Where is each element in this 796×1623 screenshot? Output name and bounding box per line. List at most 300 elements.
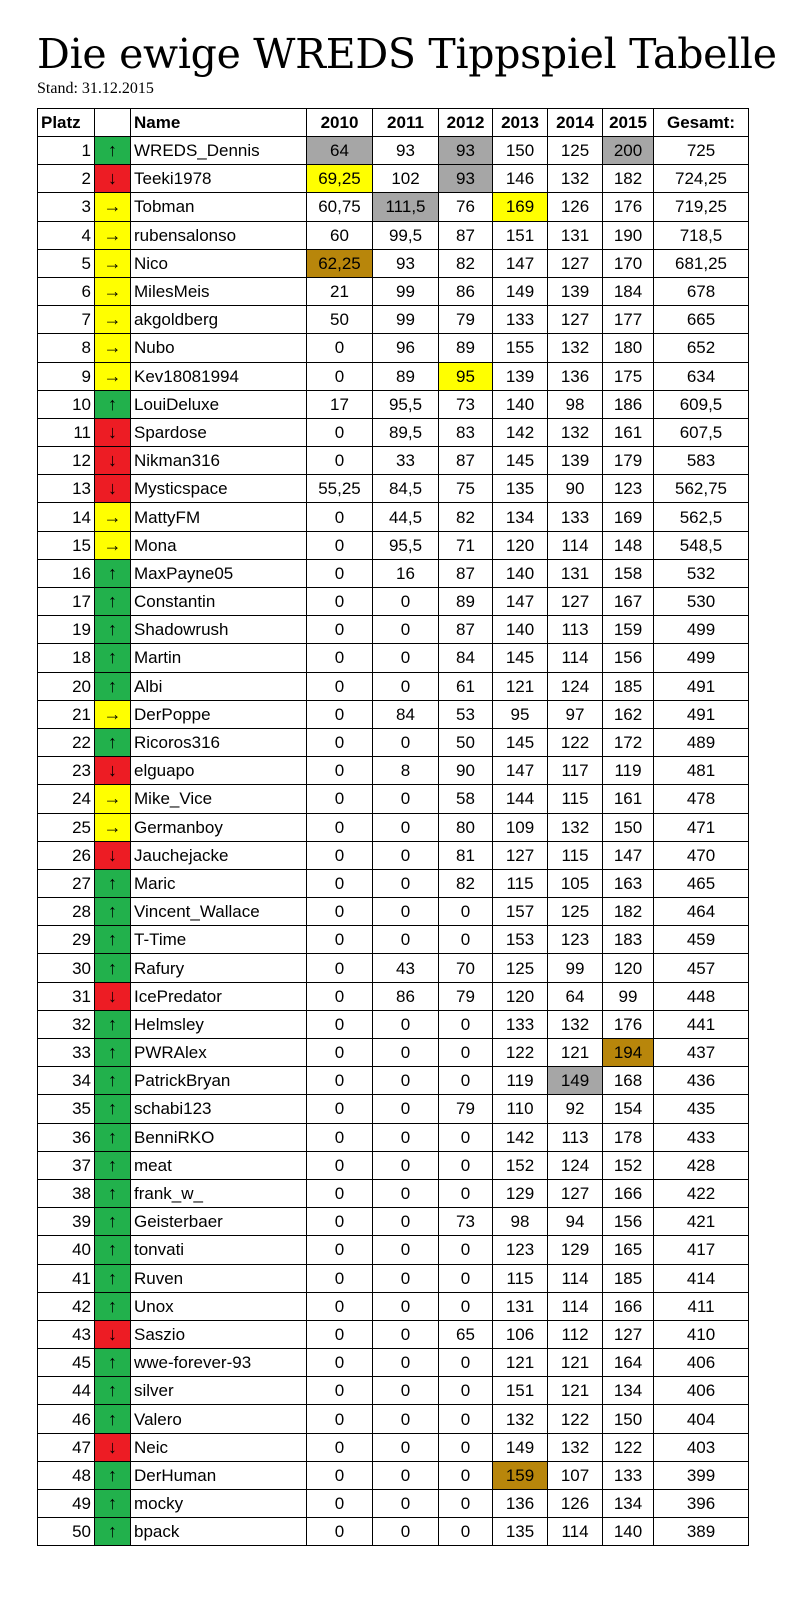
table-row — [38, 1123, 749, 1151]
trend-cell — [95, 1208, 131, 1236]
score-2013: 145 — [493, 644, 548, 672]
score-2012: 75 — [439, 475, 493, 503]
trend-cell — [95, 1151, 131, 1179]
score-2011: 0 — [373, 1518, 439, 1546]
trend-cell — [95, 137, 131, 165]
total-score: 410 — [654, 1320, 749, 1348]
score-2011: 0 — [373, 1151, 439, 1179]
score-2014: 121 — [548, 1377, 603, 1405]
table-row — [38, 1208, 749, 1236]
score-2013: 133 — [493, 306, 548, 334]
rank-cell: 12 — [38, 447, 95, 475]
score-2011: 0 — [373, 926, 439, 954]
player-name: Shadowrush — [131, 616, 307, 644]
rank-cell: 22 — [38, 728, 95, 756]
table-row — [38, 221, 749, 249]
player-name: wwe-forever-93 — [131, 1349, 307, 1377]
trend-cell — [95, 559, 131, 587]
score-2011: 0 — [373, 1461, 439, 1489]
score-2014: 92 — [548, 1095, 603, 1123]
table-row — [38, 503, 749, 531]
score-2010: 60,75 — [307, 193, 373, 221]
total-score: 406 — [654, 1349, 749, 1377]
score-2014: 127 — [548, 1179, 603, 1207]
score-2011: 0 — [373, 1405, 439, 1433]
score-2010: 0 — [307, 1292, 373, 1320]
total-score: 459 — [654, 926, 749, 954]
score-2014: 124 — [548, 672, 603, 700]
player-name: schabi123 — [131, 1095, 307, 1123]
score-2013: 144 — [493, 785, 548, 813]
table-row — [38, 1067, 749, 1095]
total-score: 411 — [654, 1292, 749, 1320]
table-row — [38, 1151, 749, 1179]
arrow-up-icon: ↑ — [108, 591, 117, 612]
score-2013: 119 — [493, 1067, 548, 1095]
score-2010: 0 — [307, 334, 373, 362]
trend-cell — [95, 418, 131, 446]
total-score: 465 — [654, 869, 749, 897]
player-name: Teeki1978 — [131, 165, 307, 193]
total-score: 478 — [654, 785, 749, 813]
total-score: 464 — [654, 898, 749, 926]
table-row — [38, 1095, 749, 1123]
table-row — [38, 1292, 749, 1320]
score-2010: 0 — [307, 757, 373, 785]
table-row — [38, 644, 749, 672]
score-2010: 0 — [307, 700, 373, 728]
arrow-right-icon: → — [103, 365, 122, 386]
total-score: 403 — [654, 1433, 749, 1461]
score-2013: 132 — [493, 1405, 548, 1433]
player-name: Valero — [131, 1405, 307, 1433]
table-row — [38, 1264, 749, 1292]
score-2015: 194 — [603, 1039, 654, 1067]
table-row — [38, 1179, 749, 1207]
player-name: Mona — [131, 531, 307, 559]
score-2014: 132 — [548, 165, 603, 193]
score-2013: 150 — [493, 137, 548, 165]
score-2011: 0 — [373, 898, 439, 926]
header-2010: 2010 — [307, 109, 373, 137]
score-2010: 64 — [307, 137, 373, 165]
score-2010: 0 — [307, 616, 373, 644]
total-score: 489 — [654, 728, 749, 756]
header-2011: 2011 — [373, 109, 439, 137]
rank-cell: 23 — [38, 757, 95, 785]
score-2011: 95,5 — [373, 531, 439, 559]
rank-cell: 42 — [38, 1292, 95, 1320]
rank-cell: 45 — [38, 1349, 95, 1377]
score-2010: 0 — [307, 1320, 373, 1348]
score-2014: 127 — [548, 588, 603, 616]
score-2010: 0 — [307, 1518, 373, 1546]
score-2012: 61 — [439, 672, 493, 700]
rank-cell: 38 — [38, 1179, 95, 1207]
trend-cell — [95, 813, 131, 841]
player-name: Nico — [131, 249, 307, 277]
player-name: akgoldberg — [131, 306, 307, 334]
trend-cell — [95, 926, 131, 954]
player-name: meat — [131, 1151, 307, 1179]
score-2010: 0 — [307, 1461, 373, 1489]
score-2013: 109 — [493, 813, 548, 841]
trend-cell — [95, 644, 131, 672]
score-2010: 0 — [307, 982, 373, 1010]
score-2015: 180 — [603, 334, 654, 362]
total-score: 634 — [654, 362, 749, 390]
score-2011: 0 — [373, 1433, 439, 1461]
rank-cell: 35 — [38, 1095, 95, 1123]
score-2011: 89,5 — [373, 418, 439, 446]
total-score: 562,5 — [654, 503, 749, 531]
player-name: Mysticspace — [131, 475, 307, 503]
score-2012: 0 — [439, 1349, 493, 1377]
score-2012: 0 — [439, 1039, 493, 1067]
score-2011: 16 — [373, 559, 439, 587]
table-row — [38, 137, 749, 165]
player-name: frank_w_ — [131, 1179, 307, 1207]
score-2010: 0 — [307, 926, 373, 954]
score-2010: 0 — [307, 1433, 373, 1461]
trend-cell — [95, 757, 131, 785]
table-row — [38, 757, 749, 785]
score-2015: 133 — [603, 1461, 654, 1489]
score-2010: 0 — [307, 672, 373, 700]
score-2014: 131 — [548, 559, 603, 587]
score-2015: 119 — [603, 757, 654, 785]
score-2012: 82 — [439, 249, 493, 277]
score-2012: 87 — [439, 221, 493, 249]
player-name: Unox — [131, 1292, 307, 1320]
score-2012: 86 — [439, 277, 493, 305]
score-2013: 135 — [493, 475, 548, 503]
header-trend — [95, 109, 131, 137]
score-2013: 110 — [493, 1095, 548, 1123]
score-2013: 151 — [493, 1377, 548, 1405]
score-2014: 115 — [548, 841, 603, 869]
arrow-right-icon: → — [103, 816, 122, 837]
score-2015: 134 — [603, 1377, 654, 1405]
table-row — [38, 785, 749, 813]
score-2011: 84,5 — [373, 475, 439, 503]
rank-cell: 49 — [38, 1490, 95, 1518]
arrow-down-icon: ↓ — [108, 478, 117, 499]
score-2011: 0 — [373, 588, 439, 616]
trend-cell — [95, 785, 131, 813]
player-name: Jauchejacke — [131, 841, 307, 869]
total-score: 609,5 — [654, 390, 749, 418]
score-2012: 81 — [439, 841, 493, 869]
rank-cell: 14 — [38, 503, 95, 531]
score-2015: 200 — [603, 137, 654, 165]
score-2011: 0 — [373, 728, 439, 756]
score-2015: 166 — [603, 1179, 654, 1207]
score-2015: 152 — [603, 1151, 654, 1179]
arrow-up-icon: ↑ — [108, 675, 117, 696]
rank-cell: 24 — [38, 785, 95, 813]
player-name: PatrickBryan — [131, 1067, 307, 1095]
score-2014: 115 — [548, 785, 603, 813]
trend-cell — [95, 588, 131, 616]
player-name: Saszio — [131, 1320, 307, 1348]
arrow-up-icon: ↑ — [108, 1521, 117, 1542]
score-2012: 0 — [439, 1151, 493, 1179]
trend-cell — [95, 1377, 131, 1405]
score-2014: 114 — [548, 531, 603, 559]
table-row — [38, 954, 749, 982]
score-2013: 95 — [493, 700, 548, 728]
score-2015: 147 — [603, 841, 654, 869]
score-2014: 127 — [548, 249, 603, 277]
arrow-up-icon: ↑ — [108, 1013, 117, 1034]
rank-cell: 26 — [38, 841, 95, 869]
total-score: 583 — [654, 447, 749, 475]
rank-cell: 40 — [38, 1236, 95, 1264]
score-2010: 0 — [307, 785, 373, 813]
score-2014: 114 — [548, 1518, 603, 1546]
score-2011: 0 — [373, 1010, 439, 1038]
score-2012: 93 — [439, 137, 493, 165]
table-row — [38, 165, 749, 193]
score-2015: 140 — [603, 1518, 654, 1546]
score-2011: 0 — [373, 644, 439, 672]
total-score: 470 — [654, 841, 749, 869]
score-2013: 127 — [493, 841, 548, 869]
score-2015: 183 — [603, 926, 654, 954]
arrow-up-icon: ↑ — [108, 1295, 117, 1316]
score-2013: 106 — [493, 1320, 548, 1348]
score-2011: 0 — [373, 869, 439, 897]
arrow-up-icon: ↑ — [108, 140, 117, 161]
score-2010: 0 — [307, 1151, 373, 1179]
rank-cell: 27 — [38, 869, 95, 897]
score-2010: 21 — [307, 277, 373, 305]
rank-cell: 19 — [38, 616, 95, 644]
trend-cell — [95, 672, 131, 700]
rank-cell: 36 — [38, 1123, 95, 1151]
arrow-down-icon: ↓ — [108, 985, 117, 1006]
score-2013: 157 — [493, 898, 548, 926]
score-2012: 93 — [439, 165, 493, 193]
score-2015: 120 — [603, 954, 654, 982]
standings-table — [37, 108, 749, 1546]
player-name: Ricoros316 — [131, 728, 307, 756]
total-score: 399 — [654, 1461, 749, 1489]
score-2012: 0 — [439, 1461, 493, 1489]
trend-cell — [95, 982, 131, 1010]
table-row — [38, 728, 749, 756]
arrow-down-icon: ↓ — [108, 1323, 117, 1344]
player-name: LouiDeluxe — [131, 390, 307, 418]
score-2012: 0 — [439, 1236, 493, 1264]
total-score: 481 — [654, 757, 749, 785]
score-2011: 0 — [373, 672, 439, 700]
score-2012: 0 — [439, 1264, 493, 1292]
score-2012: 0 — [439, 1010, 493, 1038]
header-2014: 2014 — [548, 109, 603, 137]
arrow-up-icon: ↑ — [108, 1352, 117, 1373]
trend-cell — [95, 1067, 131, 1095]
score-2011: 99 — [373, 277, 439, 305]
header-2012: 2012 — [439, 109, 493, 137]
score-2015: 177 — [603, 306, 654, 334]
trend-cell — [95, 700, 131, 728]
score-2012: 71 — [439, 531, 493, 559]
score-2014: 126 — [548, 1490, 603, 1518]
player-name: DerHuman — [131, 1461, 307, 1489]
score-2011: 0 — [373, 1208, 439, 1236]
table-row — [38, 418, 749, 446]
score-2014: 114 — [548, 1292, 603, 1320]
trend-cell — [95, 334, 131, 362]
table-row — [38, 277, 749, 305]
trend-cell — [95, 1461, 131, 1489]
score-2015: 165 — [603, 1236, 654, 1264]
score-2011: 33 — [373, 447, 439, 475]
score-2015: 184 — [603, 277, 654, 305]
table-row — [38, 447, 749, 475]
rank-cell: 43 — [38, 1320, 95, 1348]
arrow-right-icon: → — [103, 309, 122, 330]
player-name: Spardose — [131, 418, 307, 446]
score-2013: 151 — [493, 221, 548, 249]
total-score: 724,25 — [654, 165, 749, 193]
table-row — [38, 672, 749, 700]
trend-cell — [95, 1039, 131, 1067]
score-2012: 90 — [439, 757, 493, 785]
score-2015: 172 — [603, 728, 654, 756]
score-2015: 169 — [603, 503, 654, 531]
score-2014: 126 — [548, 193, 603, 221]
table-row — [38, 841, 749, 869]
score-2013: 121 — [493, 1349, 548, 1377]
arrow-up-icon: ↑ — [108, 647, 117, 668]
table-row — [38, 982, 749, 1010]
score-2012: 50 — [439, 728, 493, 756]
arrow-up-icon: ↑ — [108, 1154, 117, 1175]
arrow-up-icon: ↑ — [108, 1380, 117, 1401]
score-2014: 114 — [548, 1264, 603, 1292]
player-name: WREDS_Dennis — [131, 137, 307, 165]
player-name: mocky — [131, 1490, 307, 1518]
score-2013: 121 — [493, 672, 548, 700]
trend-cell — [95, 1433, 131, 1461]
player-name: Nubo — [131, 334, 307, 362]
score-2012: 79 — [439, 1095, 493, 1123]
score-2011: 111,5 — [373, 193, 439, 221]
table-row — [38, 1349, 749, 1377]
total-score: 499 — [654, 644, 749, 672]
trend-cell — [95, 1264, 131, 1292]
table-row — [38, 249, 749, 277]
table-row — [38, 1039, 749, 1067]
rank-cell: 2 — [38, 165, 95, 193]
arrow-right-icon: → — [103, 788, 122, 809]
score-2010: 0 — [307, 1039, 373, 1067]
score-2013: 140 — [493, 616, 548, 644]
score-2011: 0 — [373, 1264, 439, 1292]
table-row — [38, 1433, 749, 1461]
score-2013: 139 — [493, 362, 548, 390]
table-row — [38, 1461, 749, 1489]
table-body — [38, 137, 749, 1546]
score-2011: 0 — [373, 1095, 439, 1123]
table-row — [38, 869, 749, 897]
score-2013: 122 — [493, 1039, 548, 1067]
arrow-up-icon: ↑ — [108, 901, 117, 922]
rank-cell: 11 — [38, 418, 95, 446]
arrow-right-icon: → — [103, 252, 122, 273]
score-2013: 147 — [493, 588, 548, 616]
score-2015: 176 — [603, 193, 654, 221]
score-2014: 112 — [548, 1320, 603, 1348]
arrow-right-icon: → — [103, 506, 122, 527]
score-2011: 84 — [373, 700, 439, 728]
score-2014: 122 — [548, 728, 603, 756]
score-2011: 0 — [373, 1123, 439, 1151]
trend-cell — [95, 1490, 131, 1518]
score-2010: 0 — [307, 1095, 373, 1123]
score-2010: 0 — [307, 418, 373, 446]
score-2011: 89 — [373, 362, 439, 390]
score-2011: 0 — [373, 1320, 439, 1348]
rank-cell: 37 — [38, 1151, 95, 1179]
total-score: 417 — [654, 1236, 749, 1264]
rank-cell: 7 — [38, 306, 95, 334]
trend-cell — [95, 193, 131, 221]
score-2012: 87 — [439, 616, 493, 644]
score-2015: 185 — [603, 672, 654, 700]
trend-cell — [95, 447, 131, 475]
score-2011: 0 — [373, 1067, 439, 1095]
total-score: 548,5 — [654, 531, 749, 559]
score-2014: 133 — [548, 503, 603, 531]
player-name: T-Time — [131, 926, 307, 954]
score-2013: 98 — [493, 1208, 548, 1236]
score-2014: 97 — [548, 700, 603, 728]
score-2010: 0 — [307, 1349, 373, 1377]
score-2015: 185 — [603, 1264, 654, 1292]
page-title: Die ewige WREDS Tippspiel Tabelle — [37, 30, 777, 78]
player-name: IcePredator — [131, 982, 307, 1010]
score-2015: 127 — [603, 1320, 654, 1348]
arrow-down-icon: ↓ — [108, 421, 117, 442]
arrow-down-icon: ↓ — [108, 1436, 117, 1457]
score-2014: 121 — [548, 1039, 603, 1067]
score-2014: 122 — [548, 1405, 603, 1433]
score-2013: 152 — [493, 1151, 548, 1179]
score-2013: 134 — [493, 503, 548, 531]
score-2014: 98 — [548, 390, 603, 418]
score-2011: 44,5 — [373, 503, 439, 531]
trend-cell — [95, 306, 131, 334]
total-score: 414 — [654, 1264, 749, 1292]
player-name: silver — [131, 1377, 307, 1405]
trend-cell — [95, 362, 131, 390]
score-2012: 0 — [439, 1405, 493, 1433]
table-row — [38, 1518, 749, 1546]
score-2013: 153 — [493, 926, 548, 954]
arrow-up-icon: ↑ — [108, 1070, 117, 1091]
table-row — [38, 1236, 749, 1264]
total-score: 406 — [654, 1377, 749, 1405]
total-score: 471 — [654, 813, 749, 841]
player-name: Vincent_Wallace — [131, 898, 307, 926]
score-2012: 0 — [439, 1490, 493, 1518]
total-score: 530 — [654, 588, 749, 616]
arrow-up-icon: ↑ — [108, 1408, 117, 1429]
